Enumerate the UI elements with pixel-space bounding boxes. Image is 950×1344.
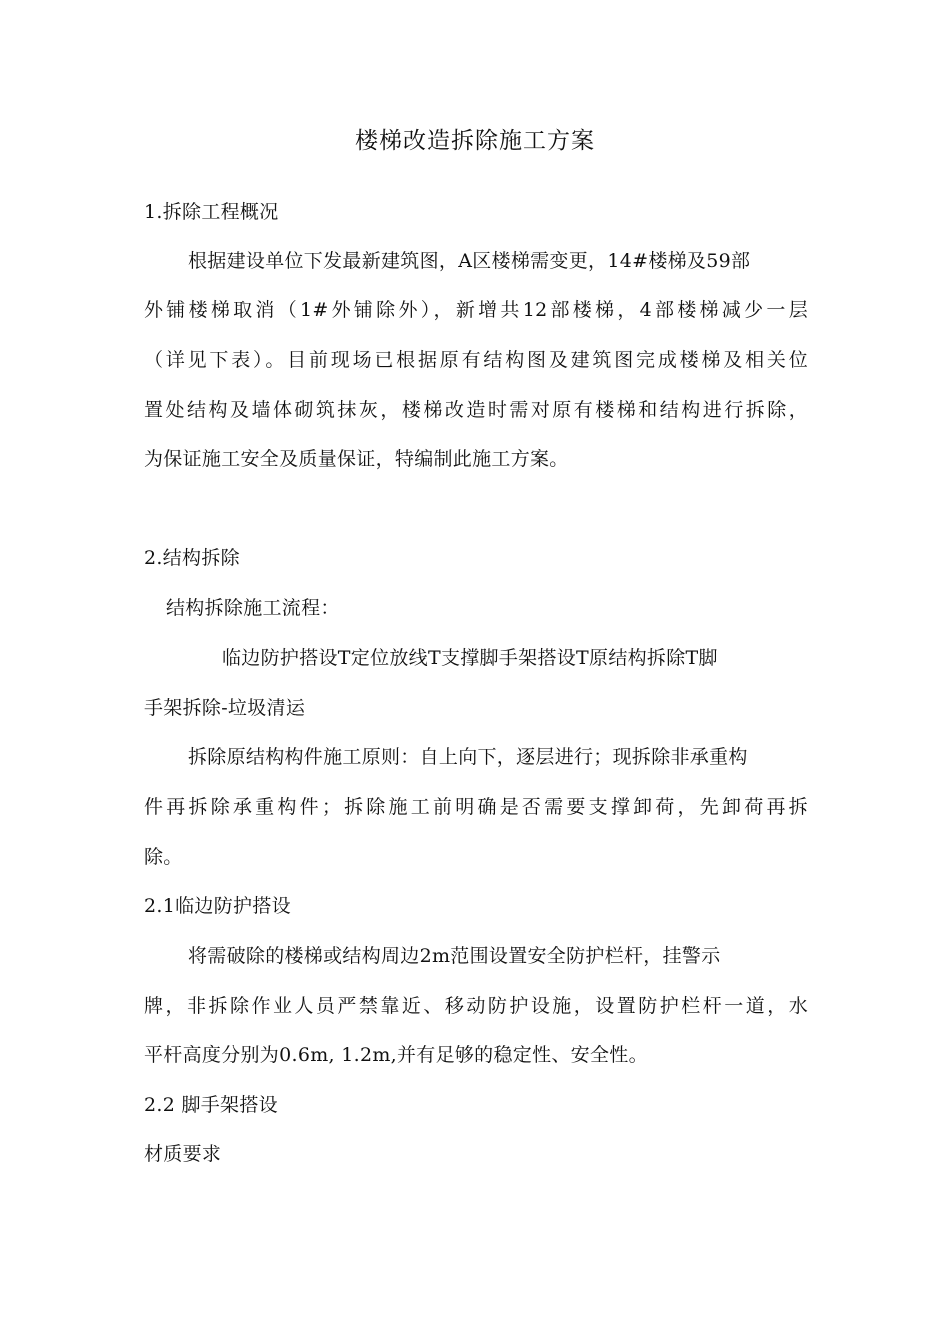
paragraph-line: 为保证施工安全及质量保证，特编制此施工方案。	[144, 448, 569, 470]
paragraph-line: 件再拆除承重构件；拆除施工前明确是否需要支撑卸荷，先卸荷再拆	[144, 796, 808, 818]
flow-line: 手架拆除-垃圾清运	[144, 697, 306, 719]
paragraph-line: 根据建设单位下发最新建筑图，A区楼梯需变更，14#楼梯及59部	[188, 250, 751, 272]
flow-line: 临边防护搭设T定位放线T支撑脚手架搭设T原结构拆除T脚	[222, 647, 718, 669]
document-title: 楼梯改造拆除施工方案	[355, 128, 595, 154]
paragraph-line: 平杆高度分别为0.6m, 1.2m,并有足够的稳定性、安全性。	[144, 1044, 648, 1066]
subheading-material: 材质要求	[144, 1143, 222, 1165]
paragraph-line: 外铺楼梯取消（1#外铺除外），新增共12部楼梯，4部楼梯减少一层	[144, 299, 808, 321]
paragraph-line: 拆除原结构构件施工原则：自上向下，逐层进行；现拆除非承重构	[188, 746, 748, 768]
paragraph-line: 牌，非拆除作业人员严禁靠近、移动防护设施，设置防护栏杆一道，水	[144, 995, 808, 1017]
section-heading-1: 1.拆除工程概况	[144, 201, 279, 223]
paragraph-line: （详见下表）。目前现场已根据原有结构图及建筑图完成楼梯及相关位	[144, 349, 808, 371]
section-heading-2-1: 2.1临边防护搭设	[144, 895, 291, 917]
section-heading-2: 2.结构拆除	[144, 547, 240, 569]
paragraph-line: 将需破除的楼梯或结构周边2m范围设置安全防护栏杆，挂警示	[188, 945, 721, 967]
paragraph-line: 置处结构及墙体砌筑抹灰，楼梯改造时需对原有楼梯和结构进行拆除，	[144, 399, 808, 421]
paragraph-line: 除。	[144, 846, 183, 868]
section-heading-2-2: 2.2 脚手架搭设	[144, 1094, 278, 1116]
subheading-flow: 结构拆除施工流程：	[166, 597, 340, 619]
